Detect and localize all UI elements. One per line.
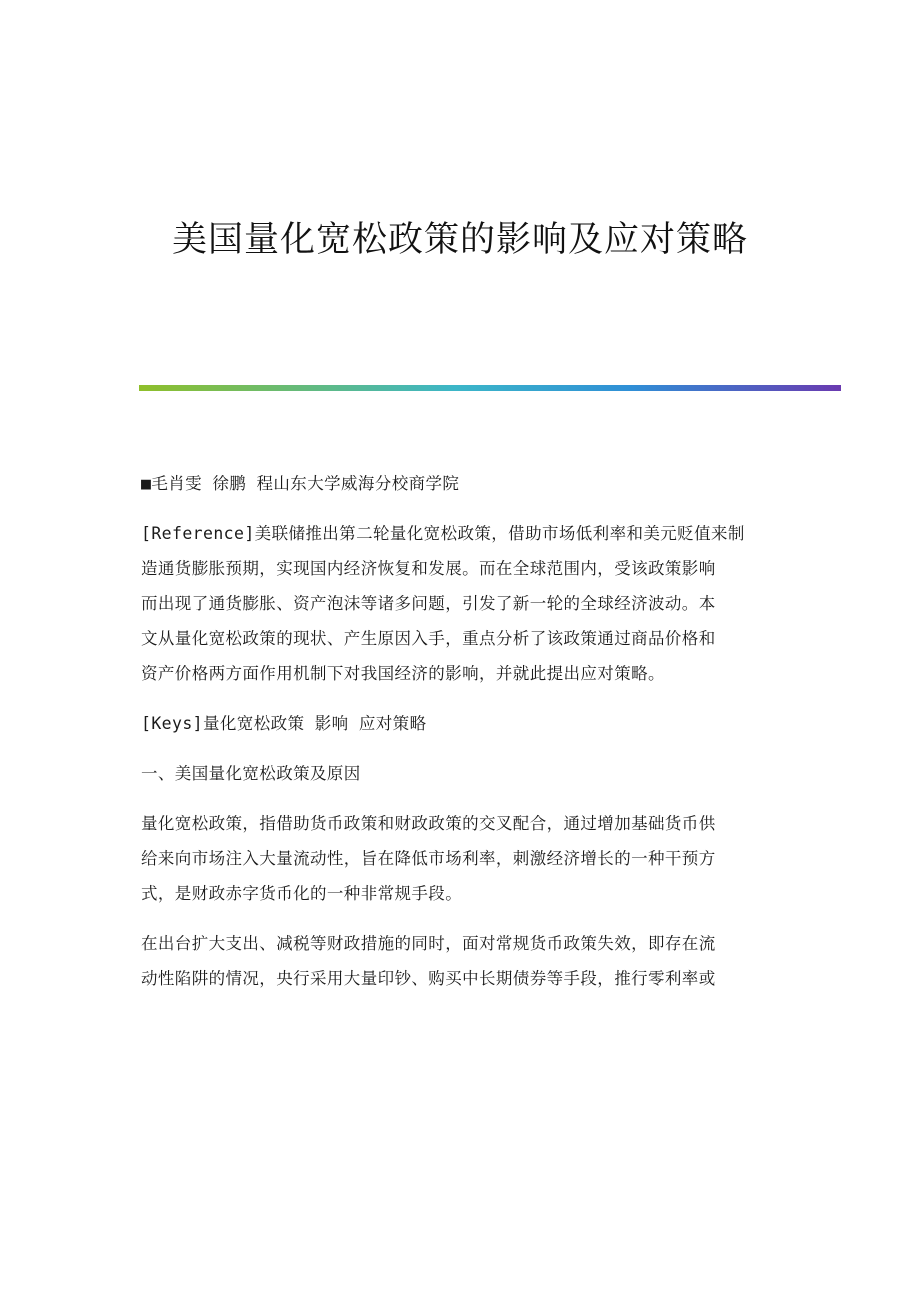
keywords-line: [Keys]量化宽松政策 影响 应对策略 — [141, 714, 427, 733]
paragraph-2 — [141, 926, 781, 996]
paragraph-line: 量化宽松政策，指借助货币政策和财政政策的交叉配合，通过增加基础货币供 — [141, 814, 716, 833]
spacer — [141, 911, 781, 926]
spacer — [141, 741, 781, 756]
title-divider — [139, 385, 841, 391]
document-title: 美国量化宽松政策的影响及应对策略 — [171, 220, 748, 260]
paragraph-line: 给来向市场注入大量流动性，旨在降低市场利率，刺激经济增长的一种干预方 — [141, 849, 716, 868]
paragraph-1 — [141, 806, 781, 911]
section-heading: 一、美国量化宽松政策及原因 — [141, 764, 361, 783]
paragraph-line: 动性陷阱的情况，央行采用大量印钞、购买中长期债券等手段，推行零利率或 — [141, 969, 716, 988]
abstract-line: 而出现了通货膨胀、资产泡沫等诸多问题，引发了新一轮的全球经济波动。本 — [141, 594, 716, 613]
abstract-line: 造通货膨胀预期，实现国内经济恢复和发展。而在全球范围内，受该政策影响 — [141, 559, 716, 578]
paragraph-line: 在出台扩大支出、减税等财政措施的同时，面对常规货币政策失效，即存在流 — [141, 934, 716, 953]
spacer — [141, 691, 781, 706]
spacer — [141, 791, 781, 806]
authors-line: ■毛肖雯 徐鹏 程山东大学威海分校商学院 — [141, 474, 460, 493]
abstract-line: [Reference]美联储推出第二轮量化宽松政策，借助市场低利率和美元贬值来制 — [141, 524, 745, 543]
document-body — [141, 466, 781, 996]
abstract — [141, 516, 781, 691]
abstract-line: 文从量化宽松政策的现状、产生原因入手，重点分析了该政策通过商品价格和 — [141, 629, 716, 648]
abstract-line: 资产价格两方面作用机制下对我国经济的影响，并就此提出应对策略。 — [141, 664, 665, 683]
paragraph-line: 式，是财政赤字货币化的一种非常规手段。 — [141, 884, 463, 903]
spacer — [141, 501, 781, 516]
